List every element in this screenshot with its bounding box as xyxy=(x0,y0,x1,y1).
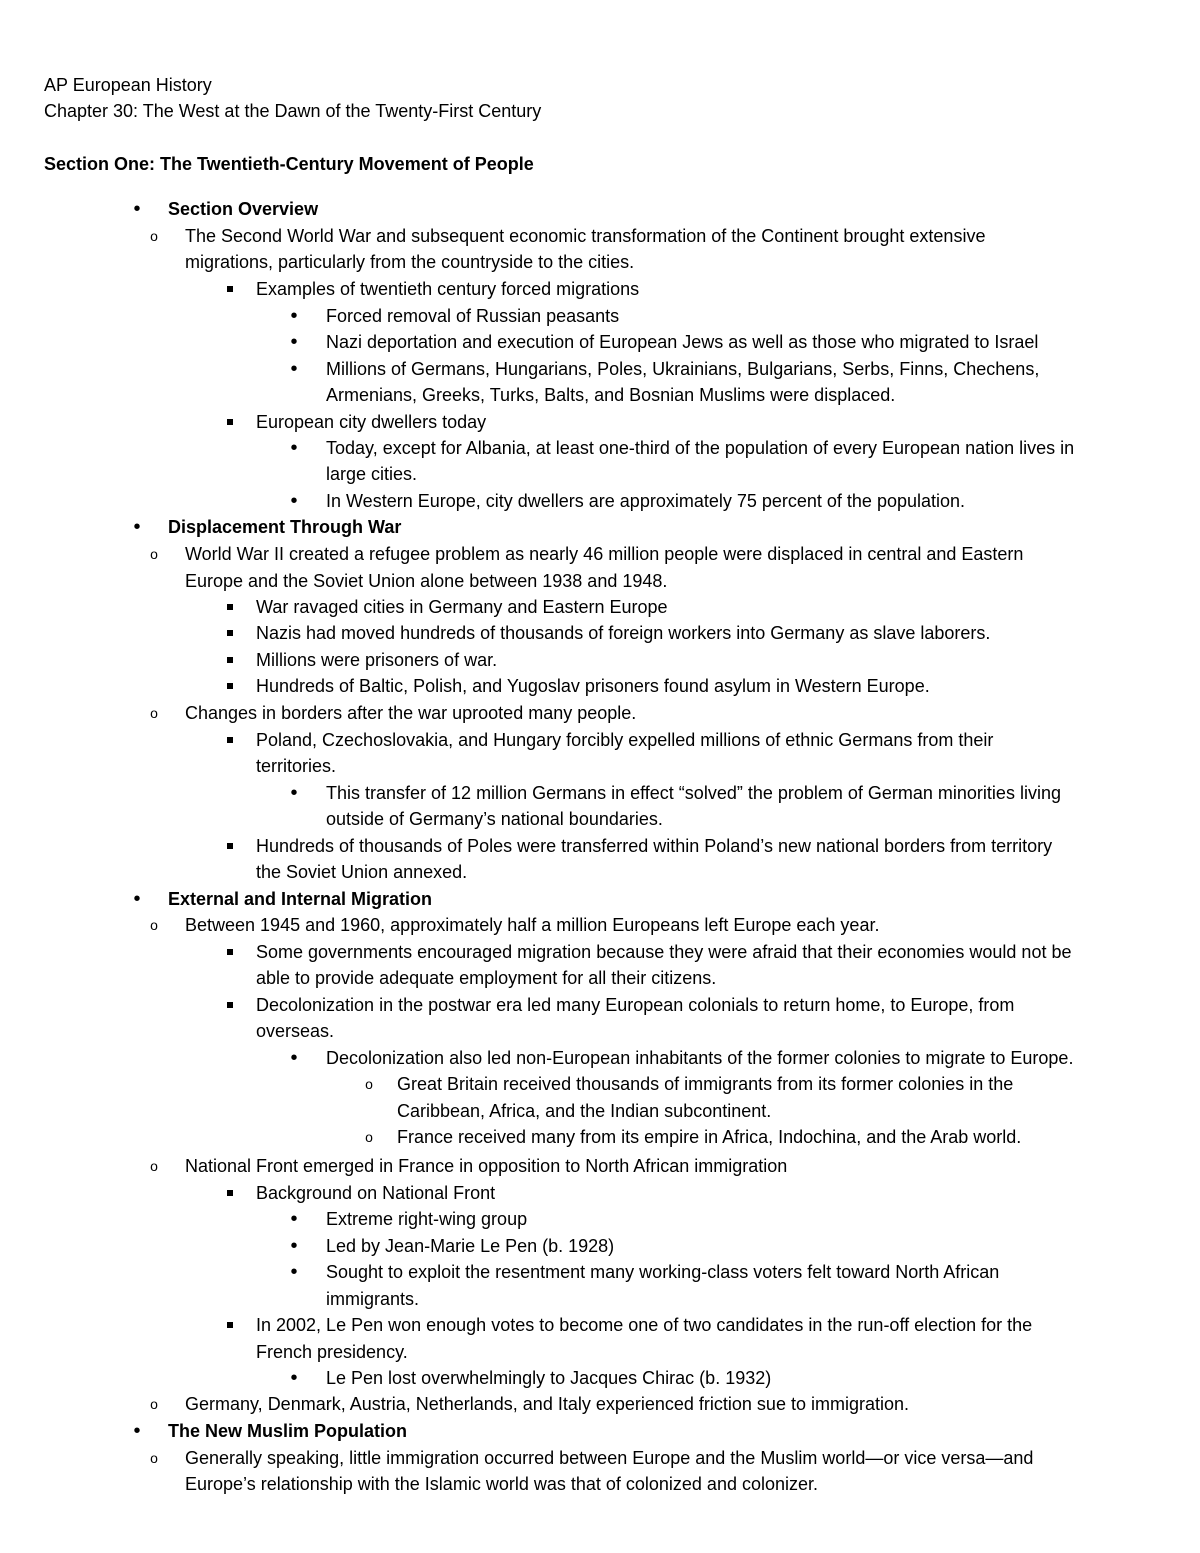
square-bullet-icon xyxy=(220,728,240,752)
outline-heading: External and Internal Migration xyxy=(168,889,433,909)
square-bullet-icon xyxy=(220,1181,240,1205)
bullet-icon xyxy=(284,781,304,805)
outline-item: Examples of twentieth century forced migrations xyxy=(256,279,640,299)
outline-item: Extreme right-wing group xyxy=(326,1209,528,1229)
outline-item: large cities. xyxy=(326,464,418,484)
outline-heading: Displacement Through War xyxy=(168,517,402,537)
outline-item: Great Britain received thousands of immigrants from its former colonies in the xyxy=(397,1074,1014,1094)
outline-item: Millions were prisoners of war. xyxy=(256,650,498,670)
bullet-icon xyxy=(284,304,304,328)
outline-heading: The New Muslim Population xyxy=(168,1421,408,1441)
square-bullet-icon xyxy=(220,410,240,434)
outline-item: Germany, Denmark, Austria, Netherlands, and Italy experienced friction sue to immigration. xyxy=(185,1394,909,1414)
circle-bullet-icon xyxy=(144,913,164,938)
outline-item: This transfer of 12 million Germans in effect “solved” the problem of German minorities living xyxy=(326,783,1061,803)
square-bullet-icon xyxy=(220,1313,240,1337)
outline-item: Forced removal of Russian peasants xyxy=(326,306,620,326)
bullet-icon xyxy=(284,1234,304,1258)
outline-item: Le Pen lost overwhelmingly to Jacques Chirac (b. 1932) xyxy=(326,1368,772,1388)
outline-item: In 2002, Le Pen won enough votes to become one of two candidates in the run-off election for the xyxy=(256,1315,1033,1335)
bullet-icon xyxy=(284,489,304,513)
bullet-icon xyxy=(284,436,304,460)
chapter-title: Chapter 30: The West at the Dawn of the Twenty-First Century xyxy=(44,101,542,121)
square-bullet-icon xyxy=(220,834,240,858)
circle-bullet-icon xyxy=(144,1392,164,1417)
outline-item: French presidency. xyxy=(256,1342,408,1362)
square-bullet-icon xyxy=(220,595,240,619)
outline-item: Generally speaking, little immigration occurred between Europe and the Muslim world—or vice versa—and xyxy=(185,1448,1034,1468)
circle-bullet-icon xyxy=(144,224,164,249)
outline-item: overseas. xyxy=(256,1021,335,1041)
section-title: Section One: The Twentieth-Century Movement of People xyxy=(44,154,534,174)
outline-item: Changes in borders after the war uprooted many people. xyxy=(185,703,637,723)
outline-item: Decolonization also led non-European inhabitants of the former colonies to migrate to Europe. xyxy=(326,1048,1074,1068)
bullet-icon xyxy=(284,1207,304,1231)
outline-item: Poland, Czechoslovakia, and Hungary forcibly expelled millions of ethnic Germans from their xyxy=(256,730,994,750)
bullet-icon xyxy=(284,1260,304,1284)
square-bullet-icon xyxy=(220,277,240,301)
outline-item: Caribbean, Africa, and the Indian subcontinent. xyxy=(397,1101,772,1121)
outline-item: France received many from its empire in Africa, Indochina, and the Arab world. xyxy=(397,1127,1022,1147)
outline-item: migrations, particularly from the countryside to the cities. xyxy=(185,252,635,272)
square-bullet-icon xyxy=(220,993,240,1017)
outline-item: Nazi deportation and execution of European Jews as well as those who migrated to Israel xyxy=(326,332,1039,352)
outline-item: Sought to exploit the resentment many working-class voters felt toward North African xyxy=(326,1262,1000,1282)
bullet-icon xyxy=(284,1366,304,1390)
bullet-icon xyxy=(284,1046,304,1070)
square-bullet-icon xyxy=(220,940,240,964)
outline-item: territories. xyxy=(256,756,337,776)
circle-bullet-icon xyxy=(144,701,164,726)
circle-bullet-icon xyxy=(144,542,164,567)
bullet-icon xyxy=(284,330,304,354)
outline-item: immigrants. xyxy=(326,1289,420,1309)
outline-item: Decolonization in the postwar era led many European colonials to return home, to Europe, from xyxy=(256,995,1015,1015)
outline-item: Led by Jean-Marie Le Pen (b. 1928) xyxy=(326,1236,615,1256)
bullet-icon xyxy=(127,887,147,911)
outline-item: Between 1945 and 1960, approximately half a million Europeans left Europe each year. xyxy=(185,915,880,935)
bullet-icon xyxy=(284,357,304,381)
outline-item: Hundreds of Baltic, Polish, and Yugoslav prisoners found asylum in Western Europe. xyxy=(256,676,930,696)
outline-item: Millions of Germans, Hungarians, Poles, Ukrainians, Bulgarians, Serbs, Finns, Chechens, xyxy=(326,359,1040,379)
square-bullet-icon xyxy=(220,621,240,645)
outline-item: Europe and the Soviet Union alone between 1938 and 1948. xyxy=(185,571,668,591)
circle-bullet-icon xyxy=(144,1154,164,1179)
outline-item: Background on National Front xyxy=(256,1183,496,1203)
outline-item: Nazis had moved hundreds of thousands of foreign workers into Germany as slave laborers. xyxy=(256,623,991,643)
circle-bullet-icon xyxy=(359,1125,379,1150)
bullet-icon xyxy=(127,1419,147,1443)
circle-bullet-icon xyxy=(359,1072,379,1097)
outline-item: War ravaged cities in Germany and Eastern Europe xyxy=(256,597,668,617)
outline-item: Some governments encouraged migration because they were afraid that their economies would not be xyxy=(256,942,1072,962)
outline-item: the Soviet Union annexed. xyxy=(256,862,468,882)
square-bullet-icon xyxy=(220,648,240,672)
outline-item: The Second World War and subsequent economic transformation of the Continent brought extensive xyxy=(185,226,986,246)
outline-item: World War II created a refugee problem as nearly 46 million people were displaced in central and Eastern xyxy=(185,544,1024,564)
outline-item: Armenians, Greeks, Turks, Balts, and Bosnian Muslims were displaced. xyxy=(326,385,896,405)
course-title: AP European History xyxy=(44,75,212,95)
outline-item: Today, except for Albania, at least one-third of the population of every European nation lives in xyxy=(326,438,1075,458)
square-bullet-icon xyxy=(220,674,240,698)
bullet-icon xyxy=(127,515,147,539)
outline-item: European city dwellers today xyxy=(256,412,487,432)
outline-item: In Western Europe, city dwellers are approximately 75 percent of the population. xyxy=(326,491,966,511)
outline-item: Hundreds of thousands of Poles were transferred within Poland’s new national borders from territory xyxy=(256,836,1053,856)
outline-item: able to provide adequate employment for all their citizens. xyxy=(256,968,717,988)
bullet-icon xyxy=(127,197,147,221)
outline-item: Europe’s relationship with the Islamic world was that of colonized and colonizer. xyxy=(185,1474,819,1494)
outline-item: National Front emerged in France in opposition to North African immigration xyxy=(185,1156,788,1176)
outline-heading: Section Overview xyxy=(168,199,319,219)
outline-item: outside of Germany’s national boundaries. xyxy=(326,809,663,829)
circle-bullet-icon xyxy=(144,1446,164,1471)
